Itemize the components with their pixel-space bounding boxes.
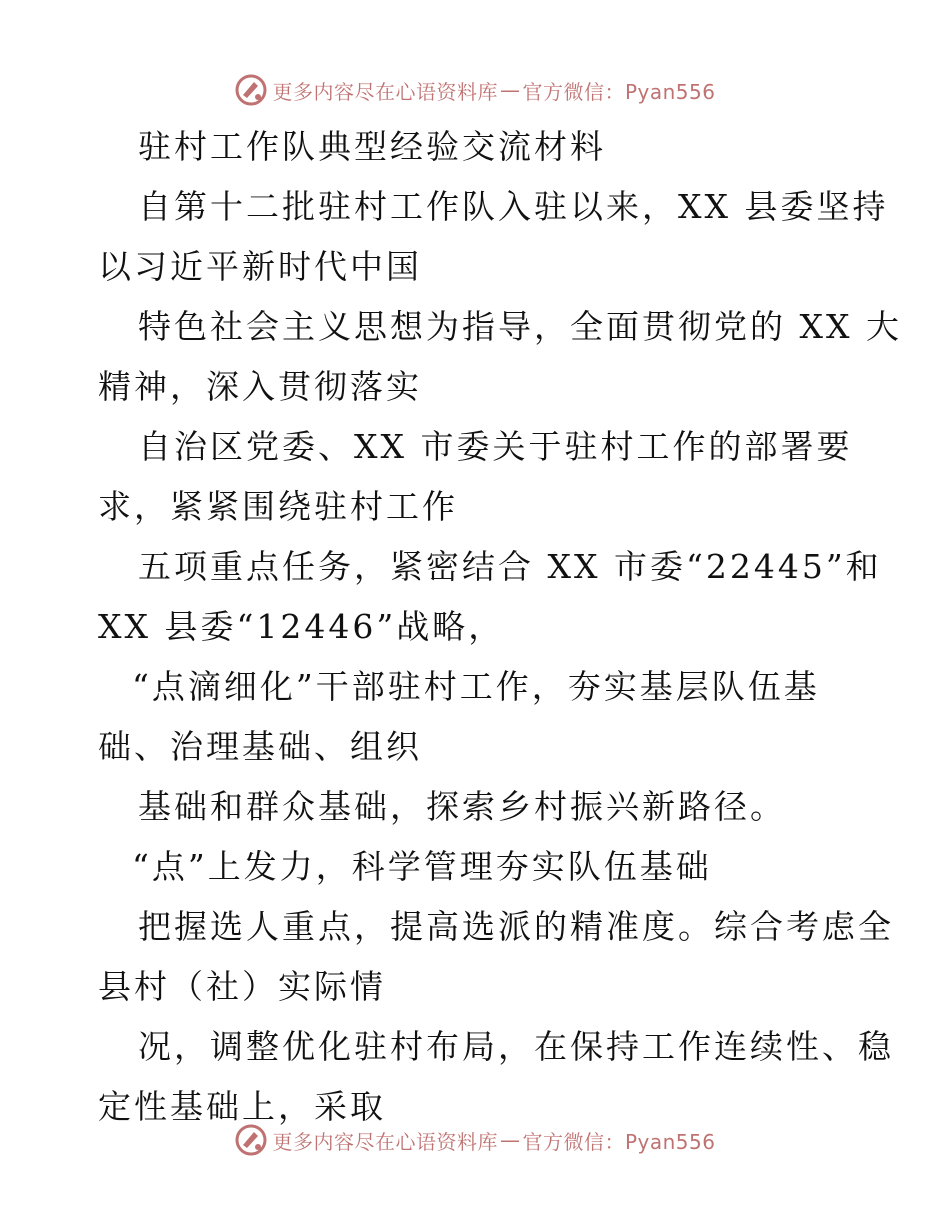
- paragraph-line: 自治区党委、XX 市委关于驻村工作的部署要: [138, 427, 853, 466]
- document-body: [98, 122, 902, 1142]
- paragraph-line: 定性基础上，采取: [98, 1087, 386, 1126]
- paragraph-line: 精神，深入贯彻落实: [98, 367, 422, 406]
- section-heading: “点”上发力，科学管理夯实队伍基础: [132, 847, 712, 886]
- watermark-footer: [0, 1120, 950, 1160]
- paragraph-line: 基础和群众基础，探索乡村振兴新路径。: [138, 787, 786, 826]
- paragraph-line: 县村（社）实际情: [98, 967, 386, 1006]
- document-title: 驻村工作队典型经验交流材料: [138, 127, 606, 166]
- watermark-suffix: 官方微信：Pyan556: [522, 79, 716, 104]
- paragraph-line: 特色社会主义思想为指导，全面贯彻党的 XX 大: [138, 307, 902, 346]
- paragraph-line: 把握选人重点，提高选派的精准度。综合考虑全: [138, 907, 894, 946]
- paragraph-line: 自第十二批驻村工作队入驻以来，XX 县委坚持: [138, 187, 889, 226]
- watermark-separator: —: [499, 78, 521, 102]
- paragraph-line: 五项重点任务，紧密结合 XX 市委“22445”和: [138, 547, 882, 586]
- brand-logo-icon: [234, 1123, 268, 1157]
- watermark-text: 更多内容尽在心语资料库: [272, 79, 498, 104]
- paragraph-line: 础、治理基础、组织: [98, 727, 422, 766]
- watermark-text: 更多内容尽在心语资料库: [272, 1129, 498, 1154]
- paragraph-line: 求，紧紧围绕驻村工作: [98, 487, 458, 526]
- paragraph-line: XX 县委“12446”战略，: [98, 607, 505, 646]
- watermark-suffix: 官方微信：Pyan556: [522, 1129, 716, 1154]
- watermark-header: [0, 70, 950, 110]
- paragraph-line: “点滴细化”干部驻村工作，夯实基层队伍基: [132, 667, 820, 706]
- paragraph-line: 况，调整优化驻村布局，在保持工作连续性、稳: [138, 1027, 894, 1066]
- paragraph-line: 以习近平新时代中国: [98, 247, 422, 286]
- watermark-separator: —: [499, 1128, 521, 1152]
- brand-logo-icon: [234, 73, 268, 107]
